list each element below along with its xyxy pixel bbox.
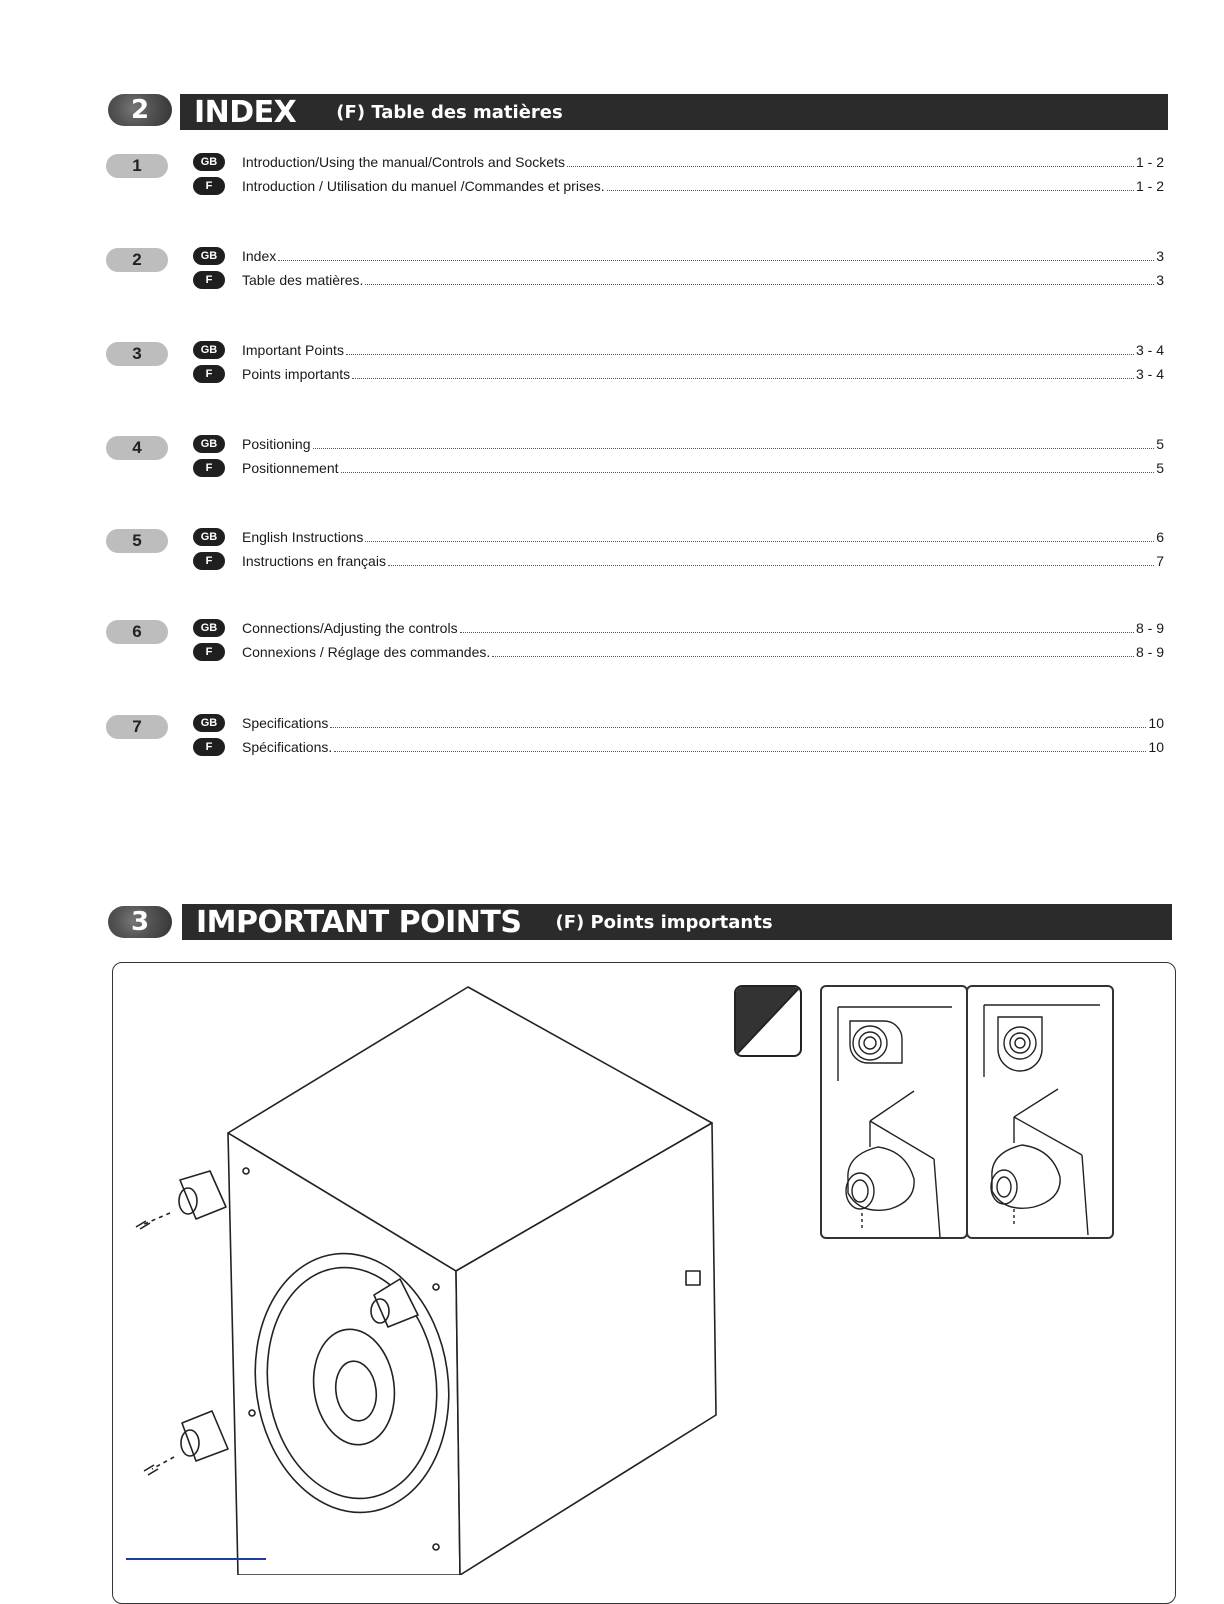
legend-diagonal-icon — [736, 987, 800, 1055]
index-section-title: INDEX — [194, 94, 297, 130]
toc-leader-dots — [567, 165, 1134, 167]
detail-panel-shaped-foot — [966, 985, 1114, 1239]
toc-entry-title: Important Points — [242, 342, 344, 358]
lang-gb-badge: GB — [193, 341, 225, 359]
toc-entry-title: Specifications — [242, 715, 329, 731]
lang-gb-badge: GB — [193, 247, 225, 265]
toc-leader-dots — [352, 377, 1134, 379]
toc-entry-title: Introduction / Utilisation du manuel /Commandes et prises. — [242, 178, 605, 194]
toc-leader-dots — [365, 540, 1154, 542]
toc-section-number-badge: 7 — [106, 715, 168, 739]
toc-page-number: 5 — [1156, 460, 1164, 476]
lang-f-badge: F — [193, 738, 225, 756]
toc-leader-dots — [334, 750, 1146, 752]
toc-page-number: 10 — [1148, 715, 1164, 731]
toc-page-number: 10 — [1148, 739, 1164, 755]
lang-f-badge: F — [193, 177, 225, 195]
toc-section-number-badge: 3 — [106, 342, 168, 366]
toc-entry-title: Connections/Adjusting the controls — [242, 620, 458, 636]
toc-page-number: 1 - 2 — [1135, 154, 1164, 170]
toc-leader-dots — [365, 283, 1154, 285]
toc-entry-title: English Instructions — [242, 529, 364, 545]
important-section-header-bar — [182, 904, 1172, 940]
toc-entry-title: Index — [242, 248, 277, 264]
toc-page-number: 3 - 4 — [1135, 342, 1164, 358]
subwoofer-illustration — [130, 975, 730, 1575]
toc-section-number-badge: 4 — [106, 436, 168, 460]
important-section-title: IMPORTANT POINTS — [196, 904, 522, 940]
toc-entry-gb[interactable] — [242, 340, 1164, 360]
toc-entry-title: Positionnement — [242, 460, 339, 476]
foot-top-left — [136, 1171, 226, 1229]
toc-leader-dots — [492, 655, 1134, 657]
toc-entry-title: Points importants — [242, 366, 351, 382]
toc-entry-title: Connexions / Réglage des commandes. — [242, 644, 491, 660]
important-section-number-badge: 3 — [108, 906, 172, 938]
toc-leader-dots — [313, 447, 1155, 449]
lang-gb-badge: GB — [193, 619, 225, 637]
lang-f-badge: F — [193, 271, 225, 289]
toc-section-number-badge: 2 — [106, 248, 168, 272]
lang-gb-badge: GB — [193, 714, 225, 732]
toc-section-number-badge: 6 — [106, 620, 168, 644]
legend-box — [734, 985, 802, 1057]
footnote-rule — [126, 1558, 266, 1560]
lang-f-badge: F — [193, 365, 225, 383]
toc-leader-dots — [460, 631, 1134, 633]
toc-entry-title: Positioning — [242, 436, 311, 452]
toc-entry-gb[interactable] — [242, 152, 1164, 172]
toc-leader-dots — [346, 353, 1134, 355]
toc-page-number: 8 - 9 — [1135, 620, 1164, 636]
toc-leader-dots — [278, 259, 1154, 261]
lang-f-badge: F — [193, 643, 225, 661]
toc-page-number: 3 — [1156, 248, 1164, 264]
lang-gb-badge: GB — [193, 528, 225, 546]
detail-panel-round-foot — [820, 985, 968, 1239]
toc-entry-title: Table des matières. — [242, 272, 364, 288]
toc-section-number-badge: 5 — [106, 529, 168, 553]
shaped-foot-detail-illustration — [968, 987, 1112, 1237]
toc-entry-gb[interactable] — [242, 246, 1164, 266]
toc-page-number: 7 — [1156, 553, 1164, 569]
lang-gb-badge: GB — [193, 153, 225, 171]
toc-page-number: 3 - 4 — [1135, 366, 1164, 382]
toc-leader-dots — [341, 471, 1155, 473]
index-section-header-bar — [180, 94, 1168, 130]
toc-page-number: 5 — [1156, 436, 1164, 452]
toc-entry-f[interactable] — [242, 364, 1164, 384]
toc-entry-gb[interactable] — [242, 434, 1164, 454]
toc-entry-f[interactable] — [242, 458, 1164, 478]
toc-page-number: 8 - 9 — [1135, 644, 1164, 660]
toc-leader-dots — [607, 189, 1134, 191]
toc-entry-f[interactable] — [242, 270, 1164, 290]
toc-entry-f[interactable] — [242, 737, 1164, 757]
toc-page-number: 1 - 2 — [1135, 178, 1164, 194]
lang-gb-badge: GB — [193, 435, 225, 453]
toc-leader-dots — [330, 726, 1146, 728]
toc-page-number: 6 — [1156, 529, 1164, 545]
important-section-subtitle: (F) Points importants — [555, 911, 773, 933]
foot-bottom-left — [144, 1411, 228, 1475]
lang-f-badge: F — [193, 552, 225, 570]
toc-entry-title: Instructions en français — [242, 553, 386, 569]
index-section-subtitle: (F) Table des matières — [336, 101, 563, 123]
toc-entry-title: Spécifications. — [242, 739, 333, 755]
round-foot-detail-illustration — [822, 987, 966, 1237]
toc-leader-dots — [388, 564, 1154, 566]
toc-section-number-badge: 1 — [106, 154, 168, 178]
toc-page-number: 3 — [1156, 272, 1164, 288]
toc-entry-gb[interactable] — [242, 713, 1164, 733]
toc-entry-gb[interactable] — [242, 527, 1164, 547]
toc-entry-f[interactable] — [242, 642, 1164, 662]
toc-entry-f[interactable] — [242, 551, 1164, 571]
toc-entry-f[interactable] — [242, 176, 1164, 196]
index-section-number-badge: 2 — [108, 94, 172, 126]
toc-entry-title: Introduction/Using the manual/Controls and Sockets — [242, 154, 565, 170]
lang-f-badge: F — [193, 459, 225, 477]
toc-entry-gb[interactable] — [242, 618, 1164, 638]
